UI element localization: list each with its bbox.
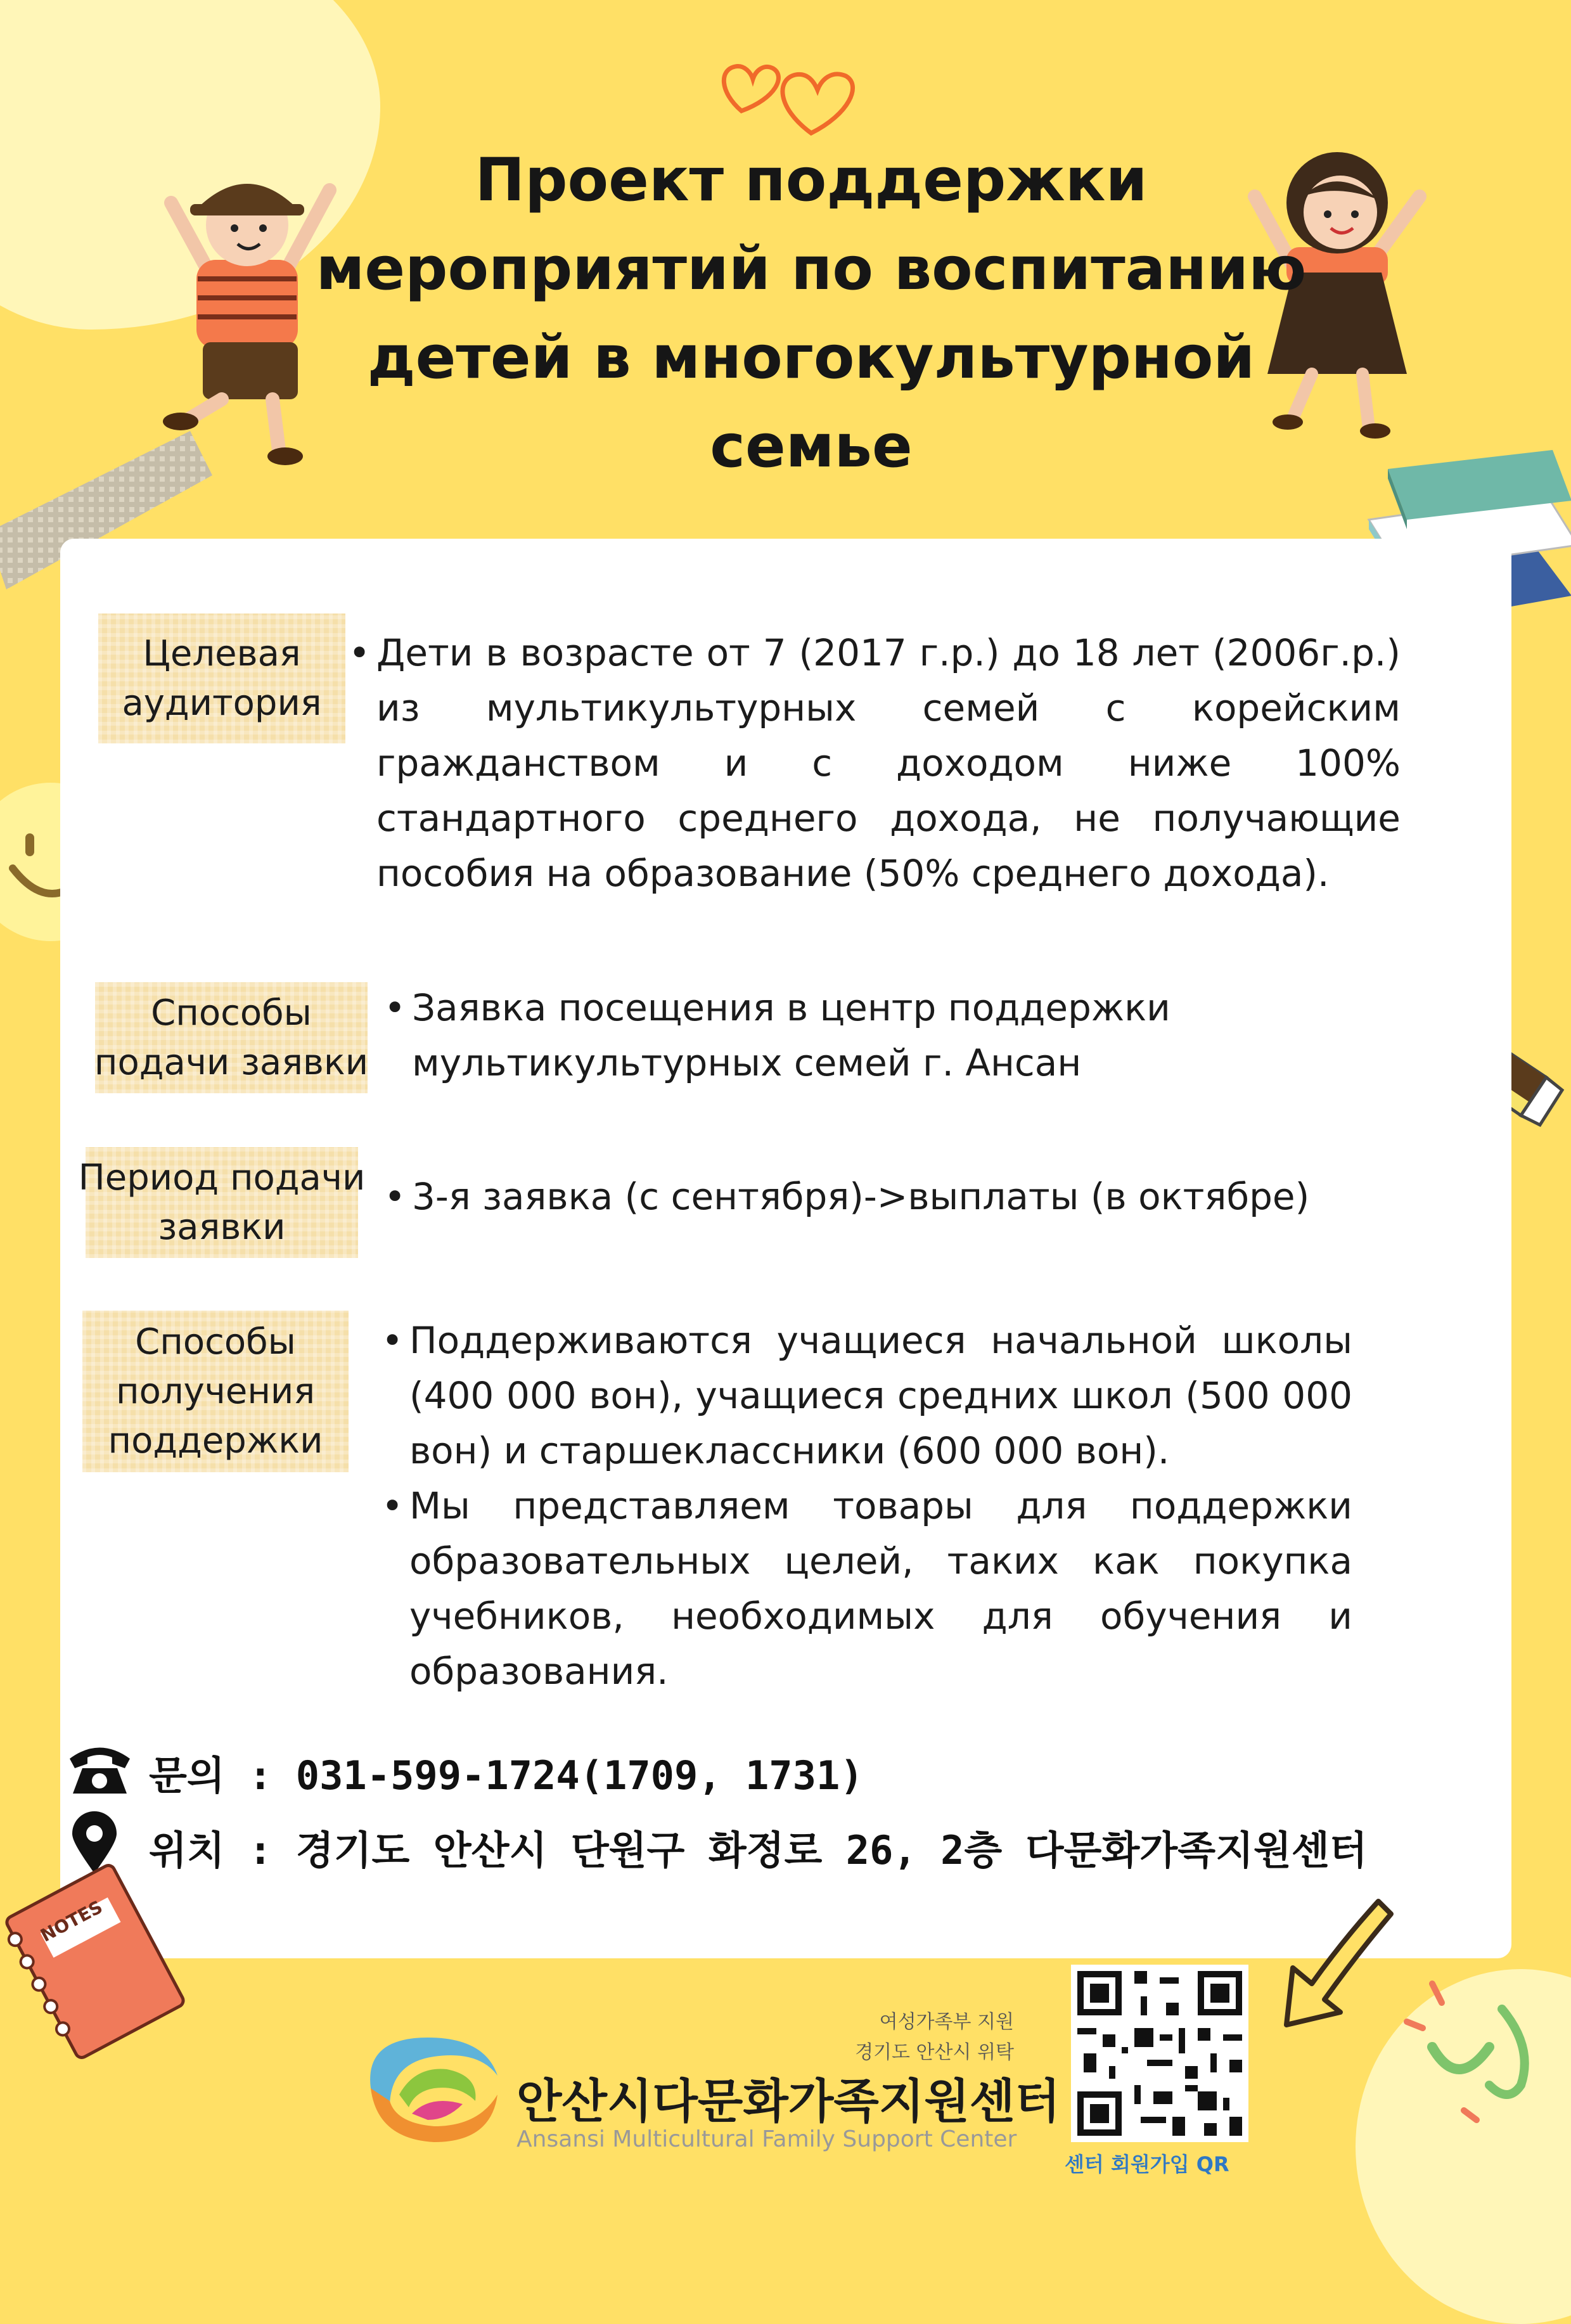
application-period-bullet: 3-я заявка (с сентября)->выплаты (в октябре) — [412, 1175, 1310, 1218]
label-line: поддержки — [108, 1420, 323, 1461]
target-audience-bullet: Дети в возрасте от 7 (2017 г.р.) до 18 лет (2006г.р.) из мультикультурных семей с корейским гражданством и с доходом ниже 100% стандартного среднего дохода, не получающие пособия на образование (50% среднего дохода). — [376, 631, 1401, 895]
label-line: получения — [115, 1370, 316, 1412]
label-application-period — [78, 1147, 366, 1258]
bullet-icon: • — [349, 631, 371, 674]
label-line: Период подачи — [78, 1157, 366, 1198]
support-bullet-item — [382, 1479, 1352, 1699]
phone-icon — [67, 1740, 133, 1797]
title-line: детей в многокультурной — [367, 323, 1255, 392]
target-audience-text — [349, 626, 1401, 901]
label-line: Способы — [135, 1321, 296, 1363]
bullet-icon: • — [384, 1175, 406, 1218]
hearts-icon — [716, 51, 862, 139]
support-method-text — [382, 1313, 1352, 1699]
application-method-bullet: Заявка посещения в центр поддержки мультикультурных семей г. Ансан — [412, 986, 1170, 1084]
bullet-icon: • — [382, 1484, 404, 1527]
bullet-icon: • — [384, 986, 406, 1029]
label-application-method — [95, 982, 368, 1093]
qr-code[interactable] — [1071, 1965, 1248, 2142]
notes-label: NOTES — [37, 1896, 106, 1946]
title-line: мероприятий по воспитанию — [316, 234, 1307, 304]
contact-location: 위치 : 경기도 안산시 단원구 화정로 26, 2층 다문화가족지원센터 — [149, 1827, 1368, 1873]
page-title — [298, 136, 1324, 491]
title-line: Проект поддержки — [475, 146, 1148, 215]
org-name: 안산시다문화가족지원센터 — [516, 2074, 1060, 2129]
support-method-bullet: Мы представляем товары для поддержки образовательных целей, таких как покупка учебников, необходимых для обучения и образования. — [409, 1484, 1352, 1693]
label-line: Целевая — [143, 632, 301, 674]
contact-phone: 문의 : 031-599-1724(1709, 1731) — [149, 1752, 864, 1799]
org-sponsor: 여성가족부 지원 — [879, 2011, 1014, 2033]
doodle-decor — [1394, 1971, 1571, 2136]
label-target-audience — [98, 613, 345, 743]
label-line: заявки — [158, 1206, 286, 1248]
title-line: семье — [710, 412, 913, 481]
application-method-text — [384, 980, 1210, 1091]
support-bullet-item — [382, 1313, 1352, 1479]
notebook-illustration — [0, 1851, 190, 2072]
support-method-bullet: Поддерживаются учащиеся начальной школы (400 000 вон), учащиеся средних школ (500 000 вон) и старшеклассники (600 000 вон). — [409, 1319, 1352, 1472]
label-line: аудитория — [122, 682, 322, 724]
org-commission: 경기도 안산시 위탁 — [855, 2041, 1014, 2064]
bullet-icon: • — [382, 1319, 404, 1362]
application-period-text — [384, 1169, 1464, 1224]
label-line: Способы — [151, 992, 312, 1034]
qr-caption: 센터 회원가입 QR — [1065, 2152, 1229, 2176]
label-support-method — [82, 1311, 349, 1472]
label-line: подачи заявки — [94, 1041, 369, 1083]
arrow-icon — [1267, 1895, 1394, 2041]
qr-code-icon — [1071, 1965, 1248, 2142]
org-name-en: Ansansi Multicultural Family Support Center — [516, 2126, 1017, 2152]
center-logo-icon — [352, 2025, 510, 2152]
